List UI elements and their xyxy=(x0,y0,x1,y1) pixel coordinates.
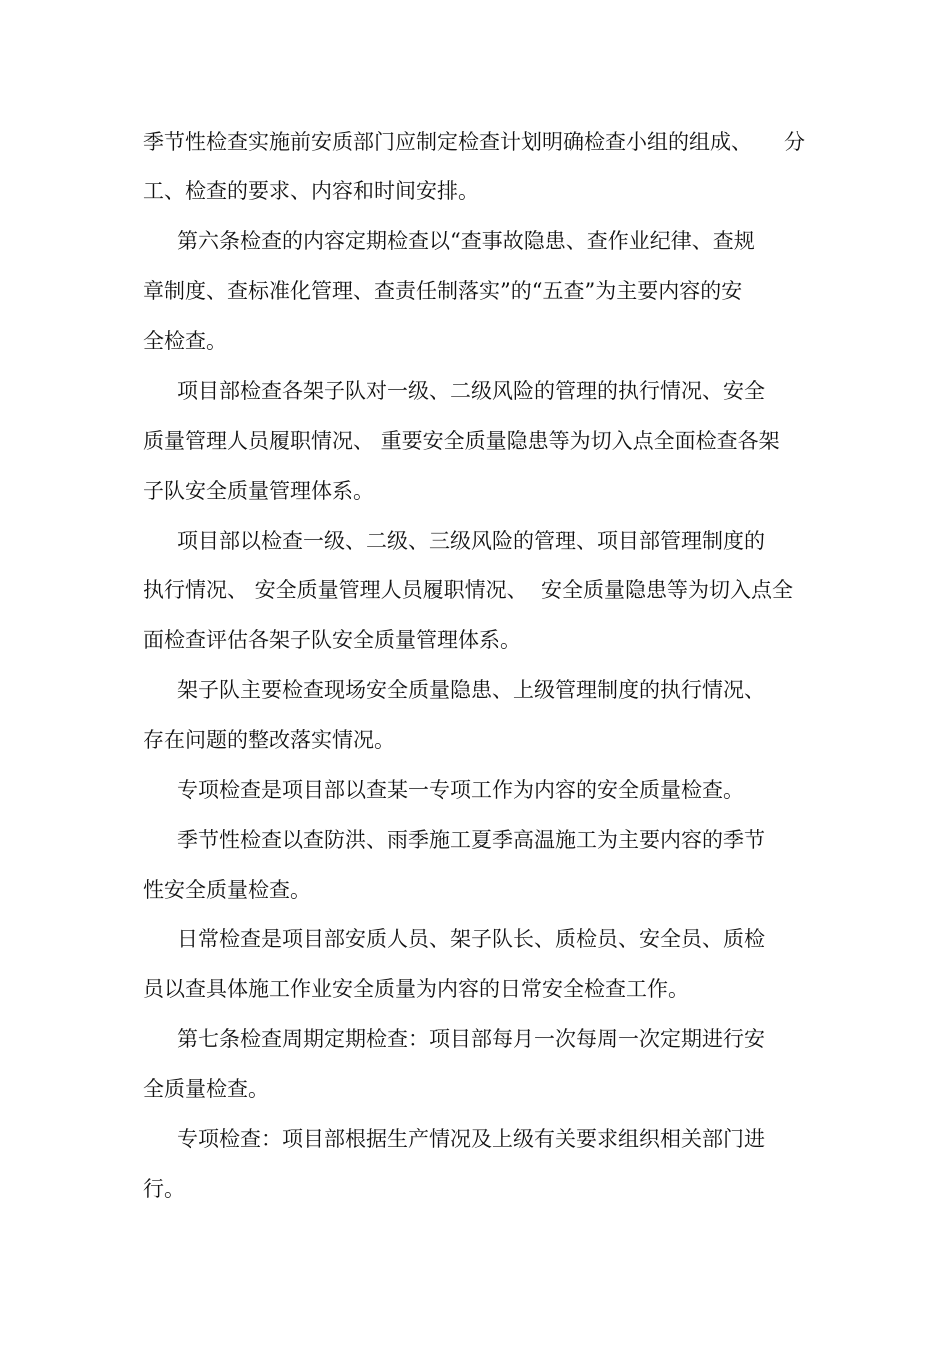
text-line: 第六条检查的内容定期检查以“查事故隐患、查作业纪律、查规 xyxy=(177,229,755,253)
text-line: 性安全质量检查。 xyxy=(143,878,311,902)
text-line: 存在问题的整改落实情况。 xyxy=(143,728,395,752)
text-line: 面检查评估各架子队安全质量管理体系。 xyxy=(143,628,521,652)
text-line: 第七条检查周期定期检查：项目部每月一次每周一次定期进行安 xyxy=(177,1027,765,1051)
text-line: 季节性检查以查防洪、雨季施工夏季高温施工为主要内容的季节 xyxy=(177,828,765,852)
text-line: 日常检查是项目部安质人员、架子队长、质检员、安全员、质检 xyxy=(177,927,765,951)
text-line: 季节性检查实施前安质部门应制定检查计划明确检查小组的组成、 xyxy=(143,130,752,154)
text-line: 全检查。 xyxy=(143,329,227,353)
text-line: 行。 xyxy=(143,1177,185,1201)
text-line: 架子队主要检查现场安全质量隐患、上级管理制度的执行情况、 xyxy=(177,678,765,702)
text-line: 项目部以检查一级、二级、三级风险的管理、项目部管理制度的 xyxy=(177,529,765,553)
text-line: 质量管理人员履职情况、 重要安全质量隐患等为切入点全面检查各架 xyxy=(143,429,780,453)
text-line: 工、检查的要求、内容和时间安排。 xyxy=(143,179,479,203)
text-line: 分 xyxy=(784,130,805,154)
text-line: 专项检查是项目部以查某一专项工作为内容的安全质量检查。 xyxy=(177,778,744,802)
text-line: 章制度、查标准化管理、查责任制落实”的“五查”为主要内容的安 xyxy=(143,279,743,303)
text-line: 员以查具体施工作业安全质量为内容的日常安全检查工作。 xyxy=(143,977,689,1001)
text-line: 项目部检查各架子队对一级、二级风险的管理的执行情况、安全 xyxy=(177,379,765,403)
text-line: 执行情况、 安全质量管理人员履职情况、 安全质量隐患等为切入点全 xyxy=(143,578,794,602)
text-line: 专项检查：项目部根据生产情况及上级有关要求组织相关部门进 xyxy=(177,1127,765,1151)
text-line: 全质量检查。 xyxy=(143,1077,269,1101)
text-line: 子队安全质量管理体系。 xyxy=(143,479,374,503)
